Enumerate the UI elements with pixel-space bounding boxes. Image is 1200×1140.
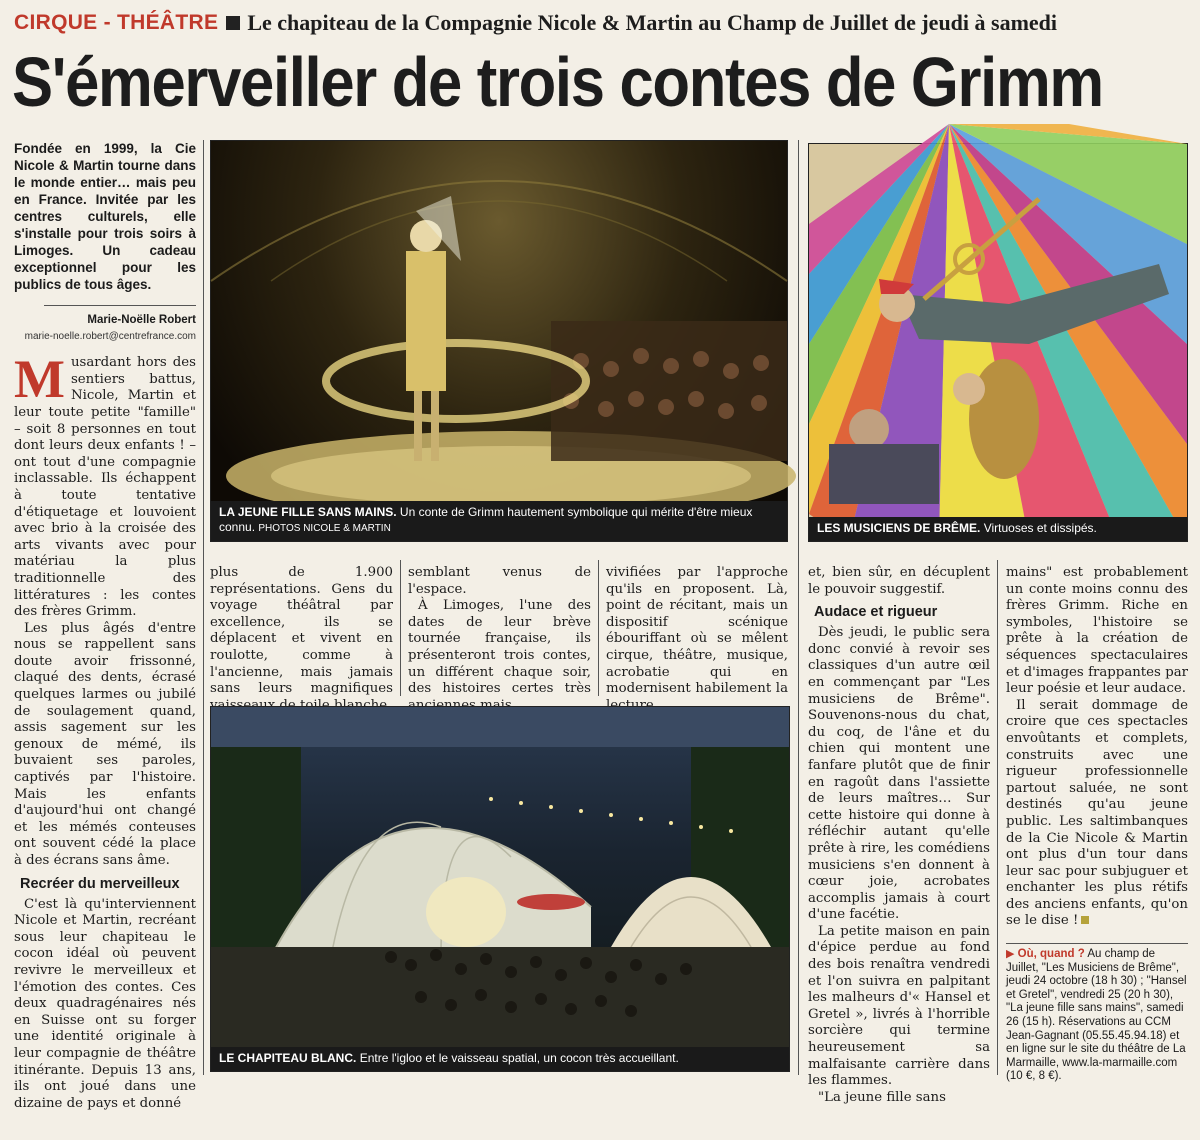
column-4 xyxy=(606,565,788,697)
caption-stage xyxy=(211,501,787,541)
caption-title: LE CHAPITEAU BLANC. xyxy=(219,1051,357,1065)
kicker-text: Le chapiteau de la Compagnie Nicole & Martin au Champ de Juillet de jeudi à samedi xyxy=(247,10,1058,35)
caption-title: LA JEUNE FILLE SANS MAINS. xyxy=(219,505,397,519)
domes-illustration xyxy=(211,707,789,1071)
article-paragraph: C'est là qu'interviennent Nicole et Martin, recréant sous leur chapiteau le cocon idéal où peuvent revivre le merveilleux et l'émotion des contes. Ces deux quadragénaires nés en Suisse ont su forger une identité originale à leur compagnie de théâtre itinérante. Depuis 13 ans, ils ont joué dans une dizaine de pays et donné xyxy=(14,896,196,1111)
article-paragraph: plus de 1.900 représentations. Gens du voyage théâtral par excellence, ils se déplacent et vivent en roulotte, comme à l'ancienne, mais jamais sans leurs magnifiques xyxy=(210,565,393,697)
article-paragraph: mains" est probablement un conte moins connu des frères Grimm. Riche en symboles, l'histoire se prête à la création de séquences spectaculaires et d'images frappantes par leur poésie et leur audace. xyxy=(1006,565,1188,697)
caption-text: Virtuoses et dissipés. xyxy=(983,521,1097,535)
info-text: Au champ de Juillet, "Les Musiciens de Brême", jeudi 24 octobre (18 h 30) ; "Hansel et Gretel", vendredi 25 (20 h 30), "La jeune fille sans mains", samedi 26 (15 h). Réservations au CCM Jean-Gagnant (05.55.45.94.18) et en ligne sur le site du théâtre de La Marmaille, www.la-marmaille.com (10 €, 8 €). xyxy=(1006,948,1187,1083)
caption-musicians xyxy=(809,517,1187,541)
headline: S'émerveiller de trois contes de Grimm xyxy=(12,43,1103,121)
column-rule xyxy=(400,560,401,696)
subhead-recreer: Recréer du merveilleux xyxy=(20,875,180,892)
article-paragraph: À Limoges, l'une des dates de leur brève tournée française, ils présenteront trois contes, un différent chaque soir, des histoires certes très xyxy=(408,598,591,697)
intro-text: Fondée en 1999, la Cie Nicole & Martin tourne dans le monde entier… mais peu en France. Invitée par les centres culturels, elle s'installe pour trois soirs à Limoges. Un cadeau exceptionnel pour les publics de tous âges. xyxy=(14,141,196,292)
info-lead: Où, quand ? xyxy=(1017,948,1085,960)
info-divider xyxy=(1006,943,1188,944)
article-paragraph: Dès jeudi, le public sera donc convié à revoir ses classiques d'un autre œil en commençant par "Les musiciens de Brême". Souvenons-nous du chat, du coq, de l'âne et du chien qui montent une fanfare plutôt que de finir en ragoût dans l'assiette de leurs maîtres… Sur cette histoire qui donne à réfléchir autant qu'elle prête à rire, les comédiens musiciens s'en donnent à cœur joie, acrobates accomplis jamais à court d'une facétie. xyxy=(808,625,990,923)
column-rule xyxy=(997,560,998,1075)
article-paragraph: semblant venus de l'espace. xyxy=(408,565,591,597)
caption-text: Entre l'igloo et le vaisseau spatial, un cocon très accueillant. xyxy=(359,1051,679,1065)
article-paragraph: Les plus âgés d'entre nous se rappellent sans doute avoir frissonné, claqué des dents, écrasé quelques larmes ou jubilé de soulagement quand, assis sagement sur les genoux de mémé, ils buvaient ses paroles, captivés par l'histoire. Mais les enfants d'aujourd'hui ont changé et les mémés conteuses ont souvent cédé la place à des écrans sans âme. xyxy=(14,620,196,868)
end-mark-icon xyxy=(1081,916,1089,924)
article-paragraph: Musardant hors des sentiers battus, Nicole, Martin et leur toute petite "famille" – soit 8 personnes en tout dont leurs deux enfants ! – ont tout d'une compagnie inclassable. Ils échappent à toute tentative d'étiquetage et louvoient avec brio à la croisée des arts vivants avec pour matériau la plus traditionnelle des littératures : les contes des frères Grimm. xyxy=(14,349,196,620)
article-paragraph: "La jeune fille sans xyxy=(818,1089,946,1105)
byline-email: marie-noelle.robert@centrefrance.com xyxy=(24,330,196,342)
arrow-right-icon: ▶ xyxy=(1006,948,1015,960)
photo-musicians xyxy=(808,143,1188,542)
column-rule xyxy=(203,140,204,1075)
square-bullet-icon xyxy=(226,16,240,30)
column-2 xyxy=(210,565,393,697)
photo-stage xyxy=(210,140,788,542)
caption-title: LES MUSICIENS DE BRÊME. xyxy=(817,521,981,535)
article-paragraph: Il serait dommage de croire que ces spectacles envoûtants et complets, construits avec une rigueur professionnelle partout saluée, ne sont destinés qu'au jeune public. Les saltimbanques de la Cie Nicole & Martin ont plus d'un tour dans leur sac pour subjuguer et enchanter les plus rétifs des anciens enfants, qu'on se le dise ! xyxy=(1006,697,1188,929)
info-box xyxy=(1006,948,1188,1083)
intro-column xyxy=(14,140,196,1140)
caption-text: Un conte de Grimm hautement symbolique qui mérite d'être mieux connu. xyxy=(219,505,753,534)
caption-domes xyxy=(211,1047,789,1071)
article-paragraph: vivifiées par l'approche qu'ils en proposent. Là, point de récitant, mais un dispositif scénique ébouriffant où se mêlent cirque, théâtre, musique, acrobatie qui en modernisent habilement la xyxy=(606,565,788,697)
drop-cap: M xyxy=(14,349,65,410)
photo-credit: PHOTOS NICOLE & MARTIN xyxy=(258,523,391,534)
article-kicker xyxy=(14,8,1057,38)
section-rubric: CIRQUE - THÉÂTRE xyxy=(14,11,219,34)
photo-domes xyxy=(210,706,790,1072)
column-rule xyxy=(598,560,599,696)
column-3 xyxy=(408,565,591,697)
stage-illustration xyxy=(211,141,787,541)
byline-name: Marie-Noëlle Robert xyxy=(87,314,196,326)
article-paragraph: La petite maison en pain d'épice perdue au fond des bois renaîtra vendredi et l'on suivra en palpitant les malheurs d'« Hansel et Gretel », livrés à l'horrible sorcière qui termine heureusement sa malfaisante carrière dans les flammes. xyxy=(808,923,990,1089)
subhead-audace: Audace et rigueur xyxy=(814,604,938,621)
article-paragraph: et, bien sûr, en décuplent le pouvoir suggestif. xyxy=(808,565,990,597)
column-6 xyxy=(1006,565,1188,940)
musicians-illustration xyxy=(809,144,1187,541)
byline-divider xyxy=(44,305,196,306)
column-rule xyxy=(798,140,799,1075)
column-5 xyxy=(808,565,990,1105)
